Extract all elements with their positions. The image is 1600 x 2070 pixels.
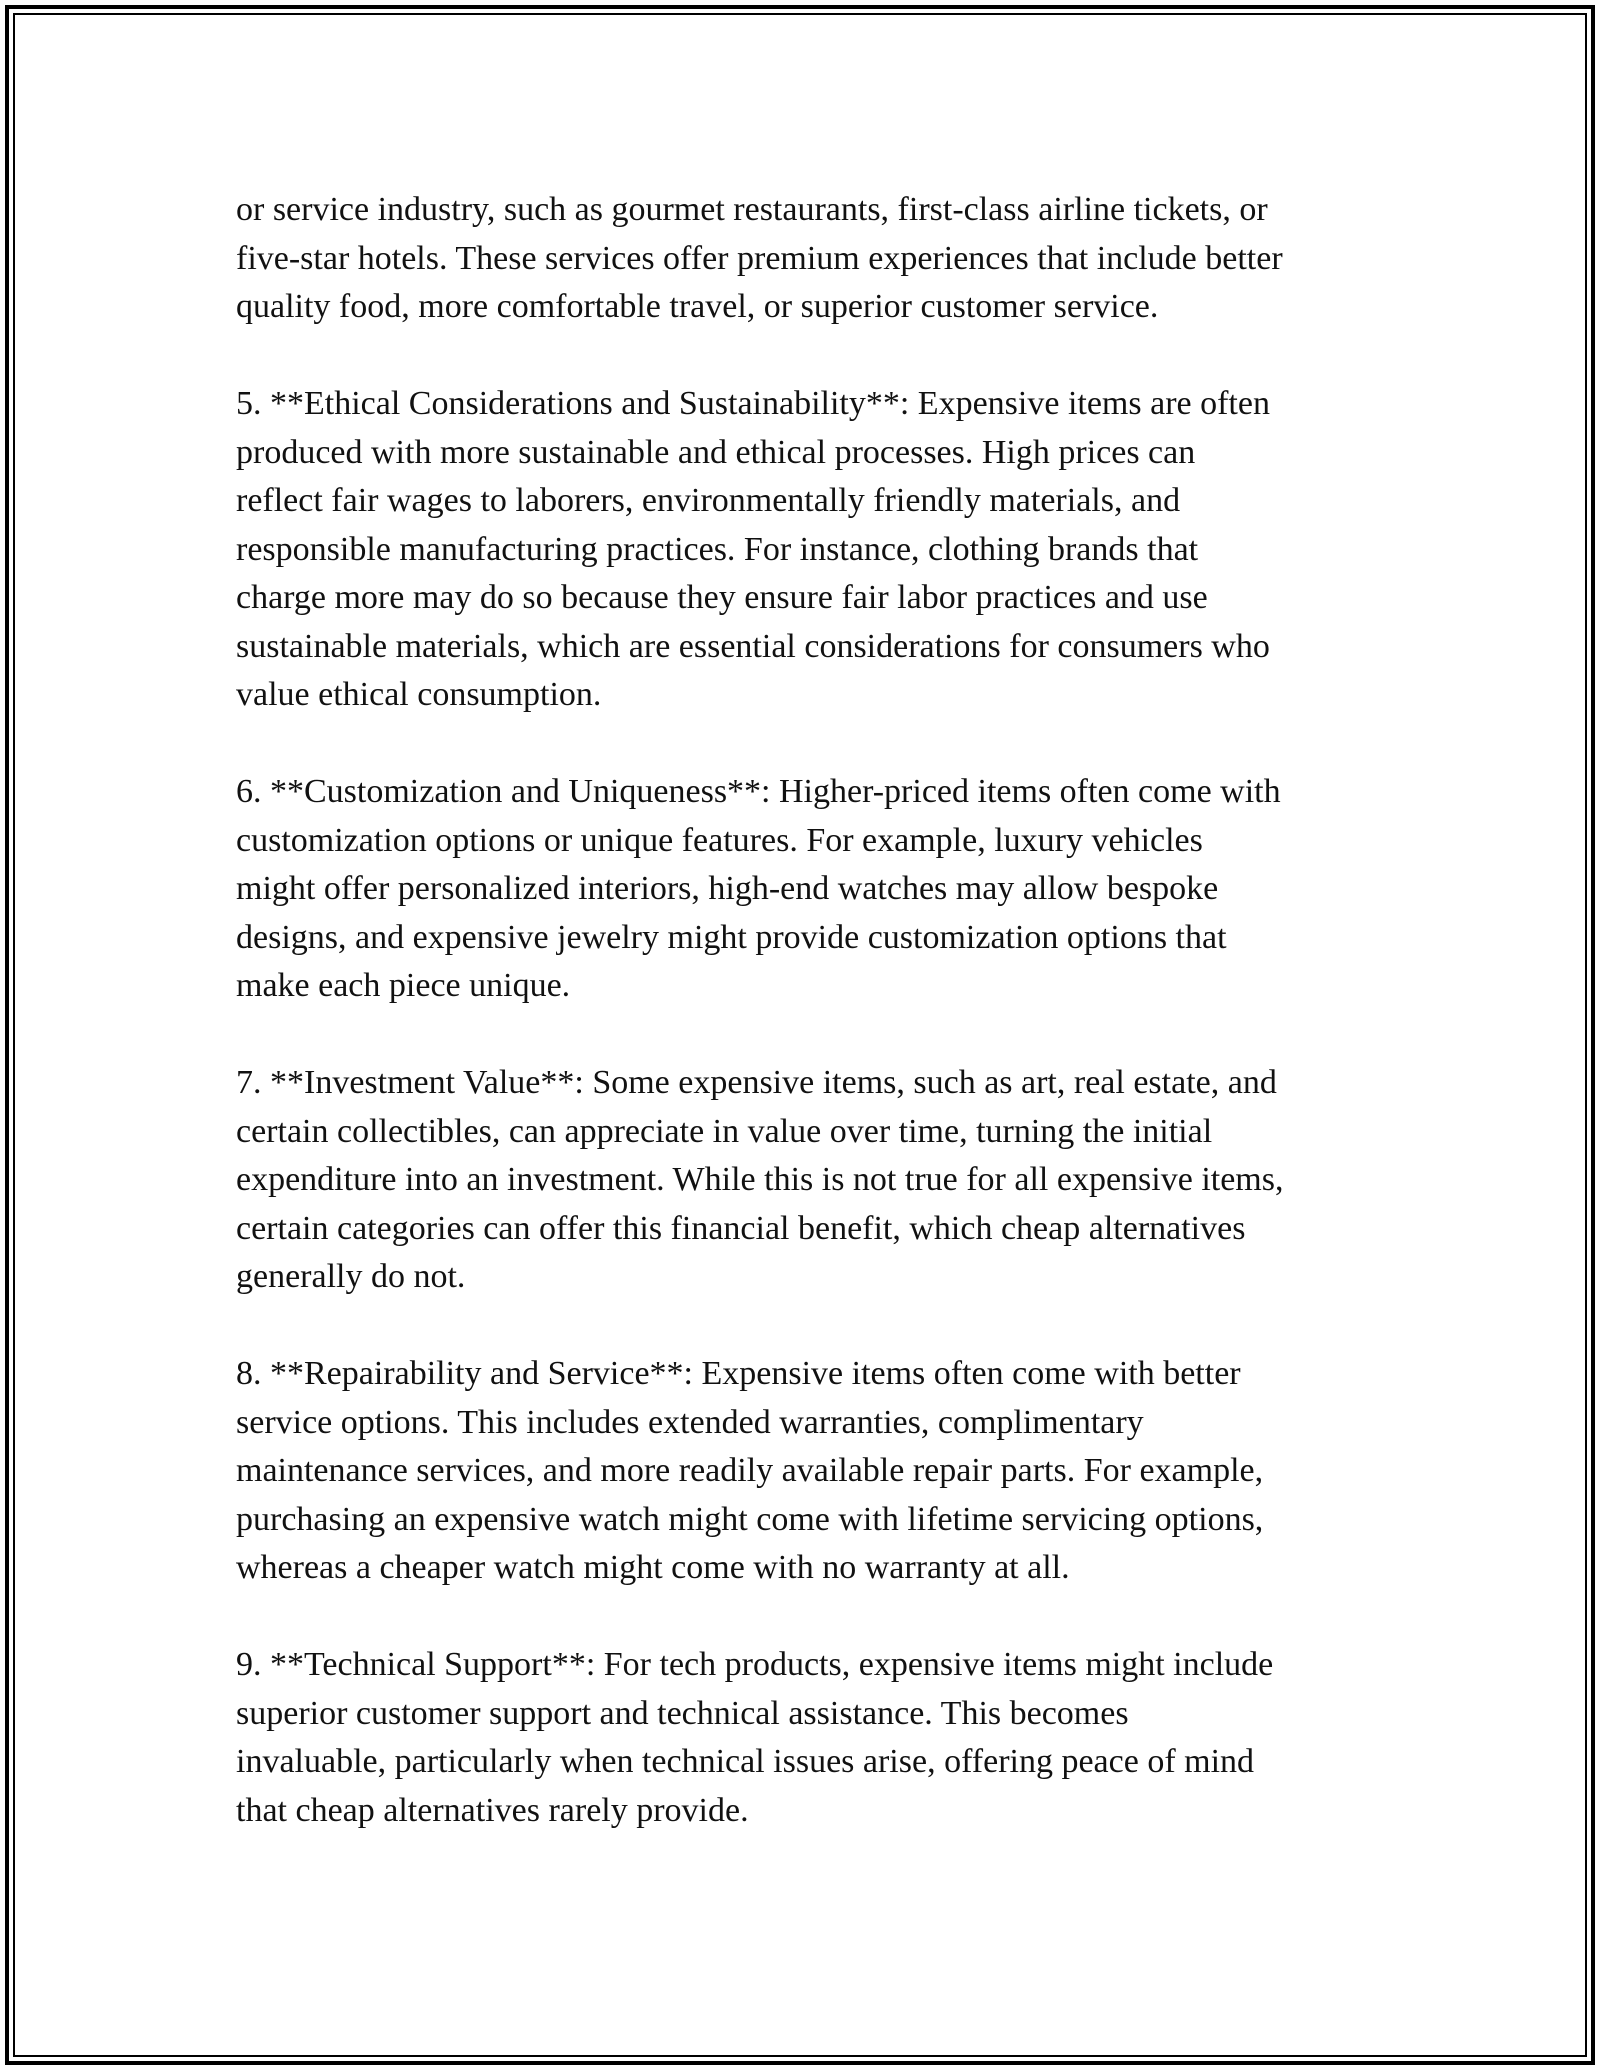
paragraph-item-5 [236, 380, 1396, 720]
text-line: produced with more sustainable and ethical processes. High prices can [236, 433, 1196, 471]
text-line: 7. **Investment Value**: Some expensive items, such as art, real estate, and [236, 1064, 1277, 1101]
text-line: charge more may do so because they ensure fair labor practices and use [236, 579, 1208, 616]
document-body [236, 186, 1396, 1835]
text-line: invaluable, particularly when technical issues arise, offering peace of mind [236, 1743, 1255, 1780]
text-line: certain collectibles, can appreciate in value over time, turning the initial [236, 1112, 1213, 1150]
text-line: sustainable materials, which are essential considerations for consumers who [236, 627, 1270, 665]
paragraph-spacer [236, 332, 1396, 381]
text-line: that cheap alternatives rarely provide. [236, 1791, 749, 1829]
paragraph-spacer [236, 1593, 1396, 1642]
paragraph-item-7 [236, 1059, 1396, 1302]
text-line: or service industry, such as gourmet restaurants, first-class airline tickets, or [236, 191, 1268, 228]
text-line: service options. This includes extended warranties, complimentary [236, 1403, 1144, 1441]
text-line: certain categories can offer this financial benefit, which cheap alternatives [236, 1209, 1246, 1247]
text-line: whereas a cheaper watch might come with no warranty at all. [236, 1549, 1070, 1586]
text-line: generally do not. [236, 1258, 466, 1295]
text-line: quality food, more comfortable travel, or superior customer service. [236, 288, 1159, 325]
text-line: responsible manufacturing practices. For instance, clothing brands that [236, 530, 1199, 568]
text-line: value ethical consumption. [236, 676, 602, 713]
text-line: reflect fair wages to laborers, environmentally friendly materials, and [236, 482, 1181, 519]
paragraph-item-8 [236, 1350, 1396, 1593]
paragraph-continuation [236, 186, 1396, 332]
paragraph-spacer [236, 720, 1396, 769]
text-line: 5. **Ethical Considerations and Sustainability**: Expensive items are often [236, 385, 1270, 422]
text-line: customization options or unique features. For example, luxury vehicles [236, 821, 1203, 859]
paragraph-item-6 [236, 768, 1396, 1011]
paragraph-spacer [236, 1011, 1396, 1060]
text-line: expenditure into an investment. While this is not true for all expensive items, [236, 1161, 1284, 1198]
text-line: 9. **Technical Support**: For tech products, expensive items might include [236, 1646, 1274, 1683]
text-line: 8. **Repairability and Service**: Expensive items often come with better [236, 1355, 1241, 1392]
text-line: purchasing an expensive watch might come with lifetime servicing options, [236, 1500, 1264, 1538]
text-line: make each piece unique. [236, 967, 571, 1004]
text-line: might offer personalized interiors, high-end watches may allow bespoke [236, 870, 1219, 907]
paragraph-item-9 [236, 1641, 1396, 1835]
paragraph-spacer [236, 1302, 1396, 1351]
text-line: superior customer support and technical assistance. This becomes [236, 1694, 1129, 1732]
text-line: 6. **Customization and Uniqueness**: Higher-priced items often come with [236, 773, 1281, 810]
text-line: designs, and expensive jewelry might provide customization options that [236, 918, 1227, 956]
text-line: maintenance services, and more readily available repair parts. For example, [236, 1452, 1264, 1489]
text-line: five-star hotels. These services offer premium experiences that include better [236, 239, 1283, 277]
